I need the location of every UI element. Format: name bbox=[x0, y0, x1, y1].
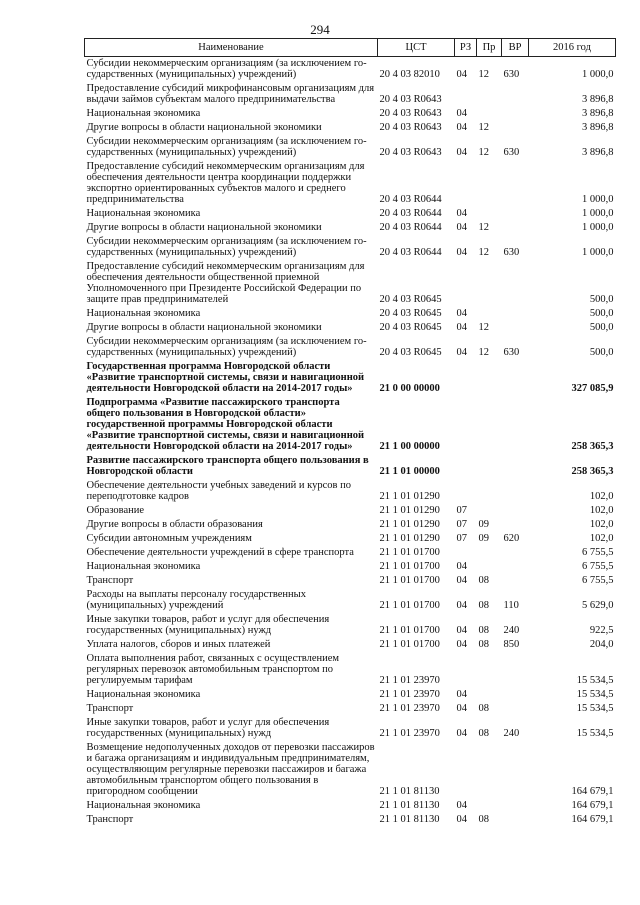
row-vr bbox=[502, 688, 529, 702]
row-cst: 21 1 01 81130 bbox=[379, 800, 440, 811]
row-rz: 04 bbox=[456, 108, 467, 119]
row-rz: 07 bbox=[456, 533, 467, 544]
row-rz: 04 bbox=[456, 561, 467, 572]
table-row bbox=[85, 454, 616, 479]
row-name: Уплата налогов, сборов и иных платежей bbox=[86, 639, 271, 650]
row-rz bbox=[455, 360, 477, 396]
table-row bbox=[85, 813, 616, 827]
row-value: 500,0 bbox=[589, 308, 614, 319]
table-row bbox=[85, 396, 616, 454]
row-value: 1 000,0 bbox=[582, 208, 614, 219]
row-cst: 20 4 03 82010 bbox=[379, 69, 440, 80]
row-rz: 04 bbox=[456, 625, 467, 636]
row-rz bbox=[455, 652, 477, 688]
row-value: 15 534,5 bbox=[576, 728, 614, 739]
row-vr bbox=[502, 260, 529, 307]
row-name: Субсидии некоммерческим организациям (за исключением го-сударственных (муниципальных) учреждений) bbox=[86, 336, 367, 358]
row-rz: 04 bbox=[456, 639, 467, 650]
row-cst: 21 1 01 23970 bbox=[379, 689, 440, 700]
row-value: 1 000,0 bbox=[582, 247, 614, 258]
row-cst: 21 1 01 01700 bbox=[379, 561, 440, 572]
table-row bbox=[85, 688, 616, 702]
row-vr bbox=[502, 741, 529, 799]
row-rz: 04 bbox=[456, 247, 467, 258]
row-rz: 04 bbox=[456, 814, 467, 825]
header-vr: ВР bbox=[502, 39, 529, 57]
row-value: 164 679,1 bbox=[571, 800, 614, 811]
row-name: Другие вопросы в области образования bbox=[86, 519, 263, 530]
table-row bbox=[85, 652, 616, 688]
row-value: 102,0 bbox=[589, 519, 614, 530]
row-vr: 630 bbox=[503, 247, 520, 258]
table-header-row bbox=[85, 39, 616, 57]
row-vr bbox=[502, 546, 529, 560]
row-name: Возмещение недополученных доходов от перевозки пассажиров и багажа организациям и индивидуальным предпринимателям, осуществляющим регулярные перевозки пассажиров и багажа автомобильным транспортом общего пользования в пригородном сообщении bbox=[86, 742, 375, 797]
header-cst: ЦСТ bbox=[378, 39, 455, 57]
row-cst: 21 0 00 00000 bbox=[379, 383, 440, 394]
row-value: 6 755,5 bbox=[582, 575, 614, 586]
row-cst: 21 1 01 01700 bbox=[379, 600, 440, 611]
row-vr: 620 bbox=[503, 533, 520, 544]
table-row bbox=[85, 546, 616, 560]
row-value: 102,0 bbox=[589, 505, 614, 516]
table-row bbox=[85, 121, 616, 135]
row-rz: 04 bbox=[456, 208, 467, 219]
row-name: Предоставление субсидий некоммерческим организациям для обеспечения деятельности общественной приемной Уполномоченного при Президенте Российской Федерации по защите прав предпринимателей bbox=[86, 261, 365, 305]
row-cst: 21 1 01 81130 bbox=[379, 786, 440, 797]
row-vr bbox=[502, 560, 529, 574]
row-name: Транспорт bbox=[86, 575, 134, 586]
row-rz: 04 bbox=[456, 308, 467, 319]
row-vr bbox=[502, 813, 529, 827]
row-name: Национальная экономика bbox=[86, 800, 201, 811]
row-rz: 04 bbox=[456, 69, 467, 80]
row-rz bbox=[455, 396, 477, 454]
row-name: Национальная экономика bbox=[86, 561, 201, 572]
row-pr: 12 bbox=[478, 69, 489, 80]
row-vr: 850 bbox=[503, 639, 520, 650]
table-row bbox=[85, 741, 616, 799]
row-pr bbox=[477, 107, 502, 121]
header-pr: Пр bbox=[477, 39, 502, 57]
row-pr bbox=[477, 207, 502, 221]
row-pr bbox=[477, 560, 502, 574]
row-pr: 08 bbox=[478, 600, 489, 611]
row-pr bbox=[477, 652, 502, 688]
row-vr: 240 bbox=[503, 728, 520, 739]
row-cst: 20 4 03 R0643 bbox=[379, 94, 442, 105]
row-name: Предоставление субсидий микрофинансовым организациям для выдачи займов субъектам малого предпринимательства bbox=[86, 83, 375, 105]
row-name: Другие вопросы в области национальной экономики bbox=[86, 222, 322, 233]
row-pr: 08 bbox=[478, 728, 489, 739]
row-pr bbox=[477, 360, 502, 396]
row-name: Подпрограмма «Развитие пассажирского транспорта общего пользования в Новгородской области» государственной программы Новгородской области «Развитие транспортной системы, связи и навигационной деятельности Новгородской области на 2014-2017 годы» bbox=[86, 397, 365, 452]
budget-table bbox=[84, 38, 616, 827]
table-row bbox=[85, 82, 616, 107]
row-value: 15 534,5 bbox=[576, 675, 614, 686]
row-rz: 04 bbox=[456, 322, 467, 333]
row-pr: 08 bbox=[478, 625, 489, 636]
row-vr bbox=[502, 702, 529, 716]
row-rz: 04 bbox=[456, 122, 467, 133]
row-vr bbox=[502, 504, 529, 518]
row-vr bbox=[502, 574, 529, 588]
table-row bbox=[85, 613, 616, 638]
table-row bbox=[85, 235, 616, 260]
row-pr bbox=[477, 260, 502, 307]
row-cst: 21 1 01 01290 bbox=[379, 491, 440, 502]
row-value: 258 365,3 bbox=[571, 466, 614, 477]
row-pr bbox=[477, 396, 502, 454]
table-row bbox=[85, 135, 616, 160]
row-pr bbox=[477, 688, 502, 702]
row-name: Транспорт bbox=[86, 703, 134, 714]
row-value: 15 534,5 bbox=[576, 703, 614, 714]
row-pr: 12 bbox=[478, 322, 489, 333]
row-vr bbox=[502, 221, 529, 235]
row-cst: 21 1 01 23970 bbox=[379, 703, 440, 714]
row-name: Оплата выполнения работ, связанных с осуществлением регулярных перевозок автомобильным транспортом по регулируемым тарифам bbox=[86, 653, 340, 686]
row-rz: 04 bbox=[456, 689, 467, 700]
row-pr: 12 bbox=[478, 147, 489, 158]
row-rz: 04 bbox=[456, 347, 467, 358]
row-cst: 21 1 00 00000 bbox=[379, 441, 440, 452]
row-pr bbox=[477, 479, 502, 504]
table-row bbox=[85, 479, 616, 504]
table-row bbox=[85, 107, 616, 121]
table-row bbox=[85, 335, 616, 360]
row-vr bbox=[502, 396, 529, 454]
row-pr: 09 bbox=[478, 533, 489, 544]
row-name: Субсидии некоммерческим организациям (за исключением го-сударственных (муниципальных) учреждений) bbox=[86, 136, 367, 158]
table-row bbox=[85, 360, 616, 396]
row-vr bbox=[502, 307, 529, 321]
row-cst: 20 4 03 R0644 bbox=[379, 208, 442, 219]
row-name: Иные закупки товаров, работ и услуг для обеспечения государственных (муниципальных) нужд bbox=[86, 717, 330, 739]
row-name: Обеспечение деятельности учреждений в сфере транспорта bbox=[86, 547, 354, 558]
row-cst: 20 4 03 R0644 bbox=[379, 222, 442, 233]
row-vr: 240 bbox=[503, 625, 520, 636]
table-row bbox=[85, 588, 616, 613]
row-value: 500,0 bbox=[589, 322, 614, 333]
row-vr bbox=[502, 454, 529, 479]
row-rz: 07 bbox=[456, 505, 467, 516]
table-row bbox=[85, 799, 616, 813]
table-row bbox=[85, 221, 616, 235]
row-rz: 04 bbox=[456, 600, 467, 611]
row-cst: 20 4 03 R0643 bbox=[379, 147, 442, 158]
row-rz bbox=[455, 546, 477, 560]
row-rz: 04 bbox=[456, 222, 467, 233]
row-vr bbox=[502, 799, 529, 813]
row-vr bbox=[502, 321, 529, 335]
row-value: 6 755,5 bbox=[582, 561, 614, 572]
row-rz: 04 bbox=[456, 575, 467, 586]
table-body bbox=[85, 57, 616, 828]
row-vr bbox=[502, 160, 529, 207]
row-cst: 21 1 01 01700 bbox=[379, 639, 440, 650]
row-name: Государственная программа Новгородской области «Развитие транспортной системы, связи и навигационной деятельности Новгородской области на 2014-2017 годы» bbox=[86, 361, 365, 394]
row-cst: 21 1 01 81130 bbox=[379, 814, 440, 825]
row-cst: 21 1 01 01700 bbox=[379, 625, 440, 636]
row-cst: 21 1 01 01290 bbox=[379, 505, 440, 516]
table-row bbox=[85, 638, 616, 652]
row-rz bbox=[455, 479, 477, 504]
row-vr: 630 bbox=[503, 147, 520, 158]
row-name: Субсидии некоммерческим организациям (за исключением го-сударственных (муниципальных) учреждений) bbox=[86, 58, 367, 80]
row-cst: 21 1 01 00000 bbox=[379, 466, 440, 477]
row-name: Национальная экономика bbox=[86, 308, 201, 319]
row-vr bbox=[502, 518, 529, 532]
row-value: 164 679,1 bbox=[571, 814, 614, 825]
row-value: 3 896,8 bbox=[582, 147, 614, 158]
row-cst: 21 1 01 23970 bbox=[379, 728, 440, 739]
row-pr bbox=[477, 82, 502, 107]
row-pr: 08 bbox=[478, 814, 489, 825]
row-pr: 12 bbox=[478, 247, 489, 258]
row-pr bbox=[477, 741, 502, 799]
table-row bbox=[85, 160, 616, 207]
row-pr bbox=[477, 454, 502, 479]
row-cst: 20 4 03 R0645 bbox=[379, 347, 442, 358]
row-value: 1 000,0 bbox=[582, 194, 614, 205]
row-rz bbox=[455, 82, 477, 107]
row-cst: 20 4 03 R0645 bbox=[379, 294, 442, 305]
row-name: Национальная экономика bbox=[86, 689, 201, 700]
row-rz: 04 bbox=[456, 703, 467, 714]
row-value: 5 629,0 bbox=[582, 600, 614, 611]
row-name: Транспорт bbox=[86, 814, 134, 825]
table-row bbox=[85, 560, 616, 574]
row-cst: 20 4 03 R0644 bbox=[379, 247, 442, 258]
row-pr: 08 bbox=[478, 639, 489, 650]
table-row bbox=[85, 321, 616, 335]
row-name: Другие вопросы в области национальной экономики bbox=[86, 322, 322, 333]
row-cst: 20 4 03 R0643 bbox=[379, 122, 442, 133]
row-cst: 20 4 03 R0645 bbox=[379, 308, 442, 319]
row-pr: 12 bbox=[478, 347, 489, 358]
header-year: 2016 год bbox=[529, 39, 616, 57]
row-cst: 21 1 01 01700 bbox=[379, 575, 440, 586]
table-row bbox=[85, 260, 616, 307]
row-value: 102,0 bbox=[589, 533, 614, 544]
header-rz: РЗ bbox=[455, 39, 477, 57]
table-row bbox=[85, 307, 616, 321]
table-row bbox=[85, 574, 616, 588]
row-name: Иные закупки товаров, работ и услуг для обеспечения государственных (муниципальных) нужд bbox=[86, 614, 330, 636]
row-pr: 12 bbox=[478, 122, 489, 133]
row-cst: 21 1 01 01290 bbox=[379, 533, 440, 544]
row-value: 15 534,5 bbox=[576, 689, 614, 700]
row-rz: 04 bbox=[456, 728, 467, 739]
row-pr bbox=[477, 307, 502, 321]
header-name: Наименование bbox=[85, 39, 378, 57]
row-vr bbox=[502, 107, 529, 121]
row-name: Национальная экономика bbox=[86, 108, 201, 119]
row-vr bbox=[502, 652, 529, 688]
row-name: Расходы на выплаты персоналу государственных (муниципальных) учреждений bbox=[86, 589, 306, 611]
row-value: 922,5 bbox=[589, 625, 614, 636]
page-number: 294 bbox=[310, 22, 330, 37]
table-row bbox=[85, 518, 616, 532]
row-cst: 20 4 03 R0644 bbox=[379, 194, 442, 205]
row-value: 204,0 bbox=[589, 639, 614, 650]
row-value: 500,0 bbox=[589, 294, 614, 305]
row-name: Субсидии автономным учреждениям bbox=[86, 533, 252, 544]
row-value: 164 679,1 bbox=[571, 786, 614, 797]
row-pr bbox=[477, 546, 502, 560]
table-row bbox=[85, 702, 616, 716]
row-value: 327 085,9 bbox=[571, 383, 614, 394]
row-rz bbox=[455, 454, 477, 479]
row-value: 1 000,0 bbox=[582, 69, 614, 80]
row-pr: 12 bbox=[478, 222, 489, 233]
row-cst: 21 1 01 23970 bbox=[379, 675, 440, 686]
row-pr bbox=[477, 799, 502, 813]
row-rz: 07 bbox=[456, 519, 467, 530]
row-vr bbox=[502, 360, 529, 396]
row-name: Субсидии некоммерческим организациям (за исключением го-сударственных (муниципальных) учреждений) bbox=[86, 236, 367, 258]
row-rz: 04 bbox=[456, 800, 467, 811]
row-name: Предоставление субсидий некоммерческим организациям для обеспечения деятельности центра координации поддержки экспортно ориентированных субъектов малого и среднего предпринимательства bbox=[86, 161, 365, 205]
row-pr bbox=[477, 504, 502, 518]
row-value: 102,0 bbox=[589, 491, 614, 502]
row-cst: 20 4 03 R0643 bbox=[379, 108, 442, 119]
row-value: 500,0 bbox=[589, 347, 614, 358]
row-value: 3 896,8 bbox=[582, 122, 614, 133]
row-value: 3 896,8 bbox=[582, 108, 614, 119]
table-row bbox=[85, 532, 616, 546]
row-vr bbox=[502, 479, 529, 504]
row-name: Другие вопросы в области национальной экономики bbox=[86, 122, 322, 133]
row-rz bbox=[455, 741, 477, 799]
table-row bbox=[85, 207, 616, 221]
table-row bbox=[85, 716, 616, 741]
row-pr: 08 bbox=[478, 703, 489, 714]
row-vr: 110 bbox=[503, 600, 519, 611]
row-name: Национальная экономика bbox=[86, 208, 201, 219]
table-row bbox=[85, 504, 616, 518]
row-rz bbox=[455, 160, 477, 207]
row-name: Образование bbox=[86, 505, 145, 516]
row-vr: 630 bbox=[503, 347, 520, 358]
row-vr bbox=[502, 121, 529, 135]
row-name: Обеспечение деятельности учебных заведений и курсов по переподготовке кадров bbox=[86, 480, 351, 502]
row-cst: 21 1 01 01290 bbox=[379, 519, 440, 530]
row-pr bbox=[477, 160, 502, 207]
row-name: Развитие пассажирского транспорта общего пользования в Новгородской области bbox=[86, 455, 369, 477]
row-value: 6 755,5 bbox=[582, 547, 614, 558]
row-cst: 21 1 01 01700 bbox=[379, 547, 440, 558]
row-value: 3 896,8 bbox=[582, 94, 614, 105]
row-vr bbox=[502, 82, 529, 107]
row-value: 258 365,3 bbox=[571, 441, 614, 452]
row-pr: 08 bbox=[478, 575, 489, 586]
row-cst: 20 4 03 R0645 bbox=[379, 322, 442, 333]
row-vr bbox=[502, 207, 529, 221]
row-rz bbox=[455, 260, 477, 307]
row-vr: 630 bbox=[503, 69, 520, 80]
table-row bbox=[85, 57, 616, 83]
row-pr: 09 bbox=[478, 519, 489, 530]
row-value: 1 000,0 bbox=[582, 222, 614, 233]
row-rz: 04 bbox=[456, 147, 467, 158]
